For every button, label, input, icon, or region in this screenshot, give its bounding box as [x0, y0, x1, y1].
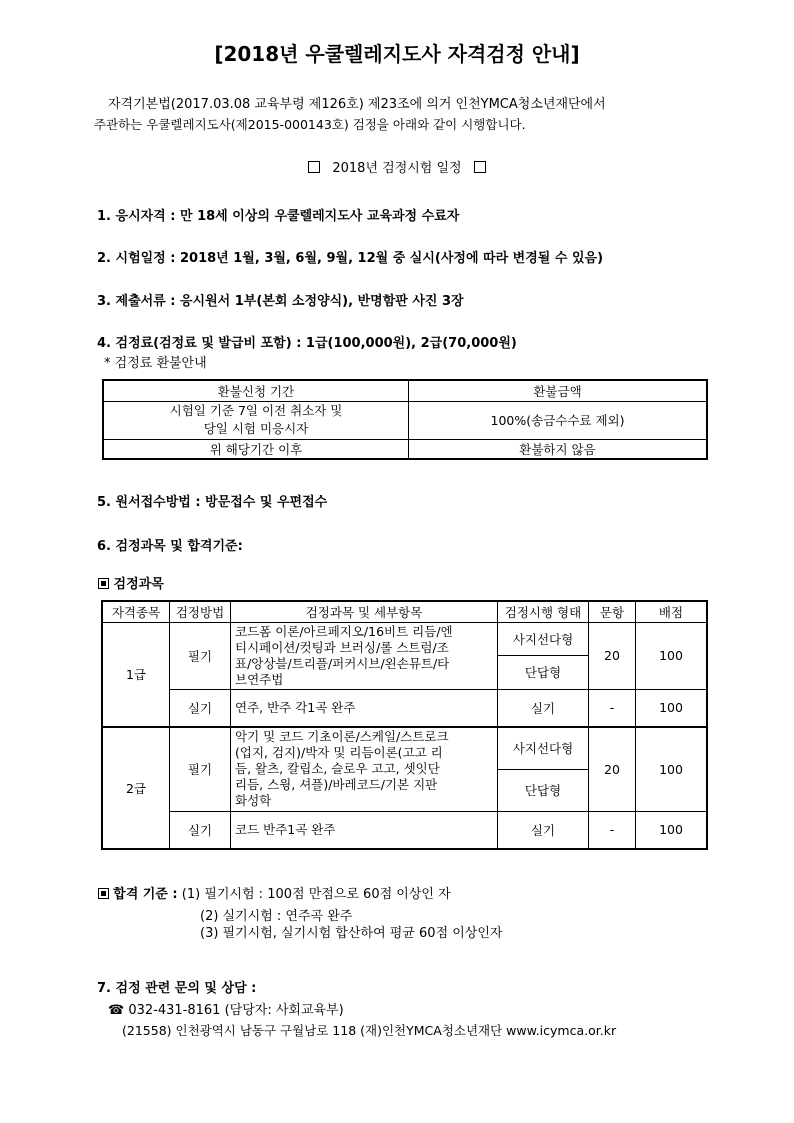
g2-desc-line: 화성학: [235, 793, 272, 809]
refund-period-2: 위 해당기간 이후: [103, 439, 409, 459]
g1-desc-line: 티시페이션/컷팅과 브러싱/롤 스트럼/조: [235, 639, 449, 655]
contact-phone: [108, 999, 344, 1018]
refund-period-1: [103, 401, 409, 439]
item-eligibility: 1. 응시자격 : 만 18세 이상의 우쿨렐레지도사 교육과정 수료자: [97, 209, 460, 224]
square-icon: [474, 161, 486, 173]
subjects-label: [98, 573, 164, 592]
contact-address: (21558) 인천광역시 남동구 구월남로 118 (재)인천YMCA청소년재단 www.icymca.or.kr: [122, 1023, 617, 1038]
pass-criteria-3: (3) 필기시험, 실기시험 합산하여 평균 60점 이상인자: [200, 926, 503, 941]
g2-type-b: 단답형: [498, 769, 589, 811]
g2-count: 20: [589, 727, 636, 811]
g2-practical-desc: 코드 반주1곡 완주: [231, 811, 498, 849]
subjects-label-text: 검정과목: [113, 577, 164, 592]
g1-desc-line: 브연주법: [235, 671, 284, 687]
grade-1: 1급: [102, 622, 170, 727]
item-documents: 3. 제출서류 : 응시원서 1부(본회 소정양식), 반명함판 사진 3장: [97, 294, 464, 309]
g2-desc-line: 리듬, 스윙, 셔플)/바레코드/기본 지판: [235, 777, 438, 793]
refund-note: * 검정료 환불안내: [104, 356, 207, 371]
g1-written-desc: [231, 622, 498, 689]
g1-count: 20: [589, 622, 636, 689]
g2-practical-score: 100: [636, 811, 708, 849]
subjects-header-score: 배점: [636, 601, 708, 622]
g2-practical-count: -: [589, 811, 636, 849]
subjects-header-method: 검정방법: [170, 601, 231, 622]
g2-score: 100: [636, 727, 708, 811]
g1-practical-desc: 연주, 반주 각1곡 완주: [231, 689, 498, 727]
g1-written: 필기: [170, 622, 231, 689]
intro-line-2: 주관하는 우쿨렐레지도사(제2015-000143호) 검정을 아래와 같이 시행합니다.: [94, 117, 526, 132]
refund-header-period: 환불신청 기간: [103, 380, 409, 401]
grade-2: 2급: [102, 727, 170, 849]
subjects-header-type: 검정시행 형태: [498, 601, 589, 622]
item-subjects: 6. 검정과목 및 합격기준:: [97, 539, 243, 554]
g2-practical: 실기: [170, 811, 231, 849]
g2-practical-type: 실기: [498, 811, 589, 849]
item-fee: 4. 검정료(검정료 및 발급비 포함) : 1급(100,000원), 2급(70,000원): [97, 336, 517, 351]
schedule-heading: [0, 157, 794, 176]
refund-header-amount: 환불금액: [409, 380, 708, 401]
subjects-header-grade: 자격종목: [102, 601, 170, 622]
g1-type-b: 단답형: [498, 655, 589, 689]
refund-period-1a: 시험일 기준 7일 이전 취소자 및: [169, 403, 343, 418]
phone-icon: ☎: [108, 1003, 125, 1018]
pass-criteria-2: (2) 실기시험 : 연주곡 완주: [200, 909, 353, 924]
schedule-heading-text: 2018년 검정시험 일정: [332, 161, 462, 176]
subjects-header-count: 문항: [589, 601, 636, 622]
g2-type-a: 사지선다형: [498, 727, 589, 769]
page-title: [2018년 우쿨렐레지도사 자격검정 안내]: [214, 42, 580, 66]
item-exam-dates: 2. 시험일정 : 2018년 1월, 3월, 6월, 9월, 12월 중 실시(사정에 따라 변경될 수 있음): [97, 251, 604, 266]
bullet-square-icon: [98, 578, 109, 589]
refund-amount-1: 100%(송금수수료 제외): [409, 401, 708, 439]
g2-written: 필기: [170, 727, 231, 811]
g1-desc-line: 코드폼 이론/아르페지오/16비트 리듬/엔: [235, 623, 453, 639]
square-icon: [308, 161, 320, 173]
g1-practical-score: 100: [636, 689, 708, 727]
g1-practical-count: -: [589, 689, 636, 727]
intro-line-1: 자격기본법(2017.03.08 교육부령 제126호) 제23조에 의거 인천YMCA청소년재단에서: [108, 97, 606, 112]
item-application: 5. 원서접수방법 : 방문접수 및 우편접수: [97, 495, 328, 510]
g1-practical: 실기: [170, 689, 231, 727]
g2-desc-line: 악기 및 코드 기초이론/스케일/스트로크: [235, 729, 449, 745]
g2-desc-line: 듬, 왈츠, 칼립소, 슬로우 고고, 셋잇단: [235, 761, 440, 777]
refund-table: [102, 379, 708, 460]
phone-text: 032-431-8161 (담당자: 사회교육부): [128, 1003, 344, 1018]
g2-desc-line: (업지, 검지)/박자 및 리듬이론(고고 리: [235, 745, 443, 761]
bullet-square-icon: [98, 888, 109, 899]
refund-amount-2: 환불하지 않음: [409, 439, 708, 459]
pass-criteria-1: (1) 필기시험 : 100점 만점으로 60점 이상인 자: [181, 887, 451, 902]
pass-criteria-label: 합격 기준 :: [113, 887, 178, 902]
g2-written-desc: [231, 727, 498, 811]
g1-practical-type: 실기: [498, 689, 589, 727]
subjects-header-content: 검정과목 및 세부항목: [231, 601, 498, 622]
g1-score: 100: [636, 622, 708, 689]
g1-desc-line: 표/앙상블/트리플/퍼커시브/왼손뮤트/타: [235, 655, 450, 671]
g1-type-a: 사지선다형: [498, 622, 589, 655]
pass-criteria: [98, 883, 451, 902]
item-contact: 7. 검정 관련 문의 및 상담 :: [97, 981, 257, 996]
subjects-table: [101, 600, 708, 850]
refund-period-1b: 당일 시험 미응시자: [203, 421, 309, 436]
